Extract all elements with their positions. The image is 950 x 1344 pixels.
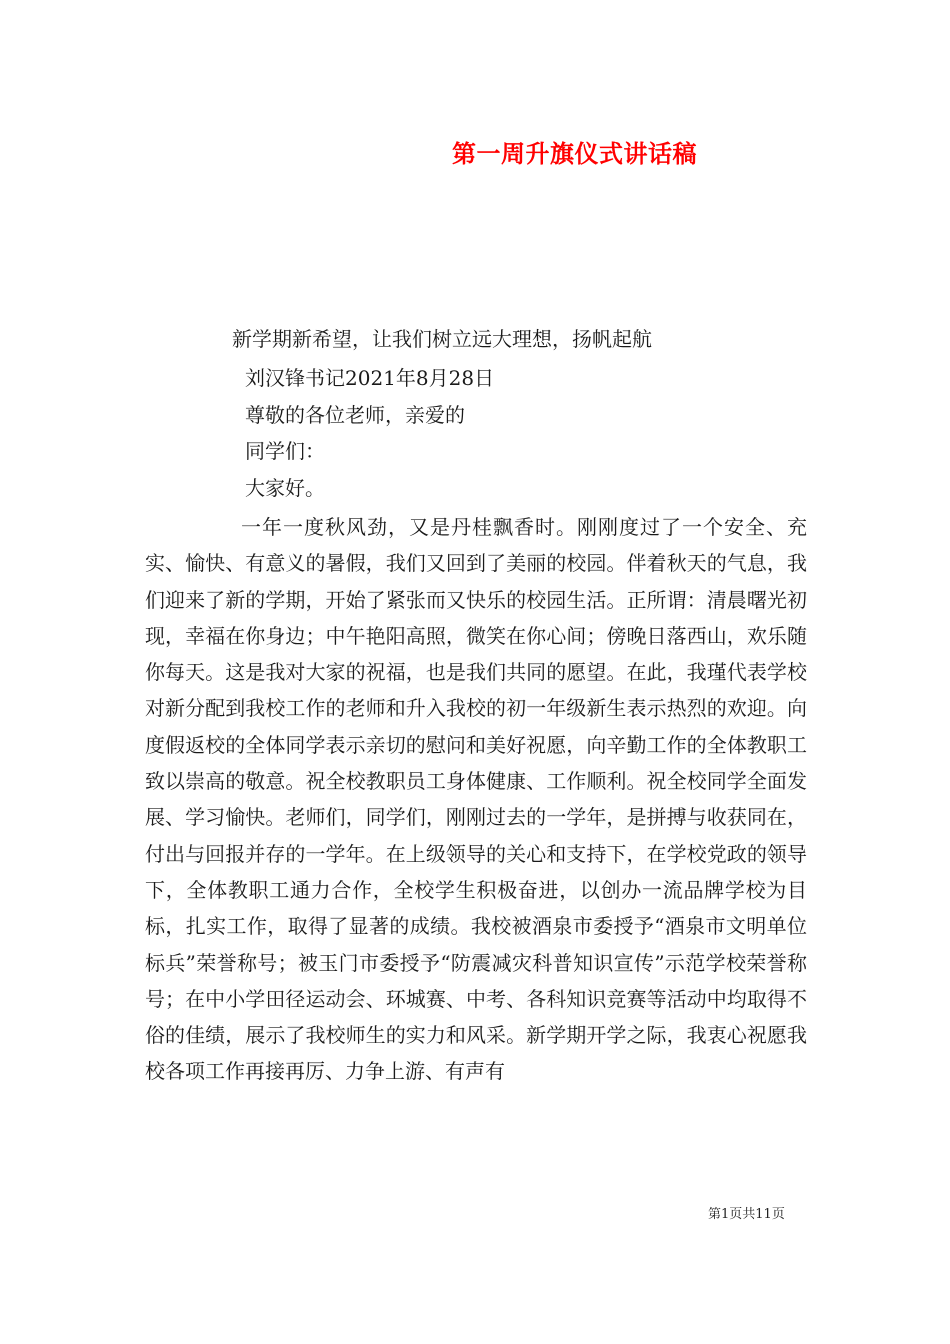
author-date-line: 刘汉锋书记2021年8月28日: [245, 366, 495, 390]
document-title: 第一周升旗仪式讲话稿: [452, 139, 697, 168]
greeting-continued-line: 同学们：: [245, 439, 325, 463]
salutation-line: 大家好。: [245, 476, 325, 500]
subtitle-line: 新学期新希望，让我们树立远大理想，扬帆起航: [232, 327, 652, 351]
page-number-footer: 第1页共11页: [708, 1207, 785, 1222]
speech-body-paragraph: 一年一度秋风劲，又是丹桂飘香时。刚刚度过了一个安全、充实、愉快、有意义的暑假，我们又回到了美丽的校园。伴着秋天的气息，我们迎来了新的学期，开始了紧张而又快乐的校园生活。正所谓：清晨曙光初现，幸福在你身边；中午艳阳高照，微笑在你心间；傍晚日落西山，欢乐随你每天。这是我对大家的祝福，也是我们共同的愿望。在此，我瑾代表学校对新分配到我校工作的老师和升入我校的初一年级新生表示热烈的欢迎。向度假返校的全体同学表示亲切的慰问和美好祝愿，向辛勤工作的全体教职工致以崇高的敬意。祝全校教职员工身体健康、工作顺利。祝全校同学全面发展、学习愉快。老师们，同学们，刚刚过去的一学年，是拼搏与收获同在，付出与回报并存的一学年。在上级领导的关心和支持下，在学校党政的领导下，全体教职工通力合作，全校学生积极奋进，以创办一流品牌学校为目标，扎实工作，取得了显著的成绩。我校被酒泉市委授予“酒泉市文明单位标兵”荣誉称号；被玉门市委授予“防震减灾科普知识宣传”示范学校荣誉称号；在中小学田径运动会、环城赛、中考、各科知识竞赛等活动中均取得不俗的佳绩，展示了我校师生的实力和风采。新学期开学之际，我衷心祝愿我校各项工作再接再厉、力争上游、有声有: [145, 515, 807, 1084]
greeting-line: 尊敬的各位老师，亲爱的: [245, 403, 465, 427]
